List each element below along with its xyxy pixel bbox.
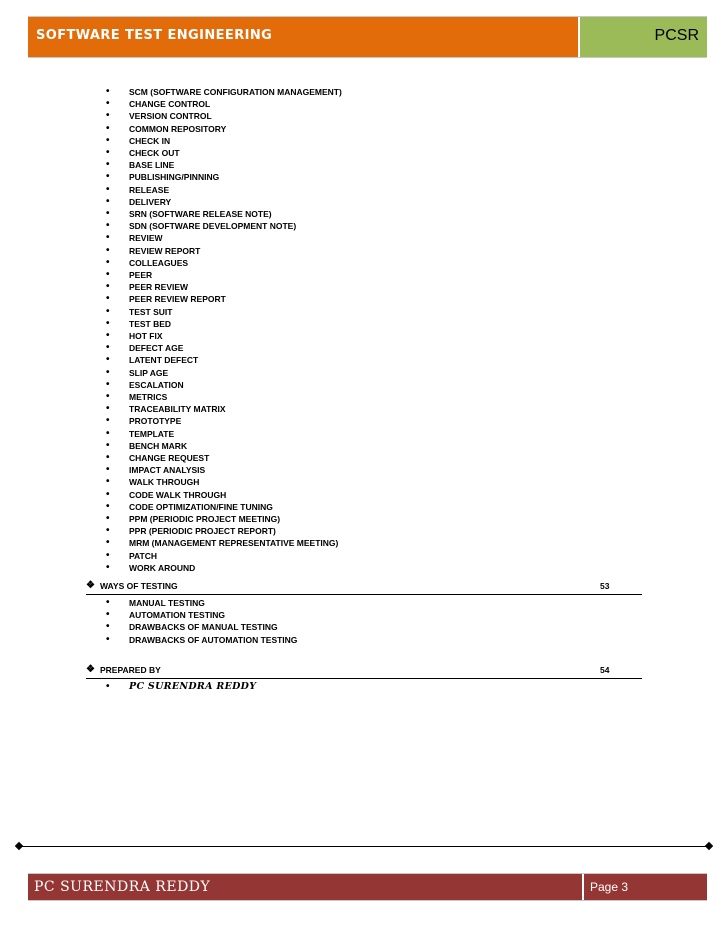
list-item-label: CHANGE CONTROL xyxy=(129,99,211,110)
bullet-icon: • xyxy=(106,208,110,219)
section-page-number: 54 xyxy=(600,665,610,675)
bullet-icon: • xyxy=(106,476,110,488)
list-item-label: SLIP AGE xyxy=(129,367,169,378)
header-abbrev: PCSR xyxy=(654,27,699,44)
bullet-icon: • xyxy=(106,134,110,146)
list-item-label: CHECK OUT xyxy=(129,148,180,158)
toc-section-entry xyxy=(86,664,642,679)
list-item-label: AUTOMATION TESTING xyxy=(129,610,226,621)
list-item-label: TEMPLATE xyxy=(129,428,175,439)
bullet-icon: • xyxy=(106,597,110,608)
page-footer xyxy=(28,873,707,901)
bullet-icon: • xyxy=(106,281,110,293)
bullet-icon: • xyxy=(106,439,110,451)
list-item-label: PC SURENDRA REDDY xyxy=(129,681,257,692)
bullet-icon: • xyxy=(106,159,110,171)
header-title: SOFTWARE TEST ENGINEERING xyxy=(36,28,273,43)
divider-left-diamond-icon xyxy=(15,842,23,850)
bullet-icon: • xyxy=(106,500,110,512)
list-item-label: BASE LINE xyxy=(129,160,175,171)
bullet-icon: • xyxy=(106,403,110,415)
footer-name-cell xyxy=(28,874,582,900)
list-item-label: ESCALATION xyxy=(129,379,184,390)
list-item-label: BENCH MARK xyxy=(129,440,188,451)
list-item-label: COLLEAGUES xyxy=(129,257,189,268)
bullet-icon: • xyxy=(106,452,110,463)
bullet-icon: • xyxy=(106,513,110,524)
bullet-icon: • xyxy=(106,464,110,476)
bullet-icon: • xyxy=(106,366,110,378)
list-item-label: TRACEABILITY MATRIX xyxy=(129,404,226,415)
list-item-label: SRN (SOFTWARE RELEASE NOTE) xyxy=(129,209,272,219)
section-page-number: 53 xyxy=(600,581,610,591)
bullet-icon: • xyxy=(106,122,110,134)
list-item-label: HOT FIX xyxy=(129,331,163,341)
bullet-icon: • xyxy=(106,110,110,122)
list-item-label: RELEASE xyxy=(129,184,170,195)
bullet-icon: • xyxy=(106,147,110,158)
bullet-icon: • xyxy=(106,391,110,402)
bullet-icon: • xyxy=(106,330,110,341)
list-item-label: SDN (SOFTWARE DEVELOPMENT NOTE) xyxy=(129,221,297,232)
bullet-icon: • xyxy=(106,86,110,97)
bullet-icon: • xyxy=(106,609,110,621)
bullet-icon: • xyxy=(106,681,110,692)
bullet-icon: • xyxy=(106,269,110,280)
bullet-icon: • xyxy=(106,561,110,573)
toc-section-entry xyxy=(86,580,642,595)
list-item-label: DELIVERY xyxy=(129,196,172,207)
list-item-label: PATCH xyxy=(129,550,158,561)
footer-author-name: PC SURENDRA REDDY xyxy=(34,879,211,895)
list-item-label: METRICS xyxy=(129,392,168,402)
header-abbrev-cell xyxy=(580,17,707,57)
header-title-cell xyxy=(28,17,578,57)
bullet-icon: • xyxy=(106,621,110,633)
list-item-label: CHECK IN xyxy=(129,135,171,146)
bullet-icon: • xyxy=(106,525,110,537)
footer-page-cell xyxy=(584,874,707,900)
list-item-label: DRAWBACKS OF AUTOMATION TESTING xyxy=(129,634,298,645)
section-label: PREPARED BY xyxy=(100,665,161,675)
list-item-label: PEER xyxy=(129,270,153,280)
footer-page-number: Page 3 xyxy=(590,880,629,894)
list-item-label: COMMON REPOSITORY xyxy=(129,123,227,134)
page-header xyxy=(28,16,707,58)
section-label: WAYS OF TESTING xyxy=(100,581,178,591)
bullet-icon: • xyxy=(106,293,110,305)
list-item-label: LATENT DEFECT xyxy=(129,355,199,366)
divider-line xyxy=(20,846,708,847)
divider-right-diamond-icon xyxy=(705,842,713,850)
bullet-icon: • xyxy=(106,633,110,645)
list-item-label: MRM (MANAGEMENT REPRESENTATIVE MEETING) xyxy=(129,538,339,549)
diamond-bullet-icon: ❖ xyxy=(86,580,95,591)
list-item-label: VERSION CONTROL xyxy=(129,111,212,122)
bullet-icon: • xyxy=(106,342,110,354)
bullet-icon: • xyxy=(106,195,110,207)
list-item-label: SCM (SOFTWARE CONFIGURATION MANAGEMENT) xyxy=(129,87,342,97)
list-item-label: PPM (PERIODIC PROJECT MEETING) xyxy=(129,514,281,524)
list-item-label: WORK AROUND xyxy=(129,562,196,573)
list-item-label: REVIEW REPORT xyxy=(129,245,201,256)
bullet-icon: • xyxy=(106,415,110,427)
bullet-icon: • xyxy=(106,171,110,183)
list-item-label: CODE OPTIMIZATION/FINE TUNING xyxy=(129,501,273,512)
bullet-icon: • xyxy=(106,220,110,232)
bullet-icon: • xyxy=(106,427,110,439)
list-item-label: PROTOTYPE xyxy=(129,416,182,427)
list-item-label: CODE WALK THROUGH xyxy=(129,489,227,500)
list-item-label: REVIEW xyxy=(129,233,163,244)
bullet-icon: • xyxy=(106,488,110,500)
bullet-icon: • xyxy=(106,305,110,317)
list-item-label: DEFECT AGE xyxy=(129,343,184,354)
list-item-label: IMPACT ANALYSIS xyxy=(129,465,206,476)
list-item-label: PPR (PERIODIC PROJECT REPORT) xyxy=(129,526,276,537)
diamond-bullet-icon: ❖ xyxy=(86,664,95,675)
bullet-icon: • xyxy=(106,183,110,195)
list-item-label: TEST BED xyxy=(129,318,172,329)
list-item-label: WALK THROUGH xyxy=(129,477,200,488)
bullet-icon: • xyxy=(106,537,110,549)
bullet-icon: • xyxy=(106,549,110,561)
list-item-label: PUBLISHING/PINNING xyxy=(129,172,220,183)
list-item-label: DRAWBACKS OF MANUAL TESTING xyxy=(129,622,278,633)
bullet-icon: • xyxy=(106,98,110,110)
bullet-icon: • xyxy=(106,317,110,329)
list-item-label: TEST SUIT xyxy=(129,306,173,317)
list-item-label: PEER REVIEW xyxy=(129,282,189,293)
bullet-icon: • xyxy=(106,256,110,268)
bullet-icon: • xyxy=(106,232,110,244)
bullet-icon: • xyxy=(106,378,110,390)
footer-divider xyxy=(16,845,712,848)
list-item-label: MANUAL TESTING xyxy=(129,598,205,608)
list-item-label: CHANGE REQUEST xyxy=(129,453,210,463)
bullet-icon: • xyxy=(106,244,110,256)
list-item-label: PEER REVIEW REPORT xyxy=(129,294,226,305)
bullet-icon: • xyxy=(106,354,110,366)
